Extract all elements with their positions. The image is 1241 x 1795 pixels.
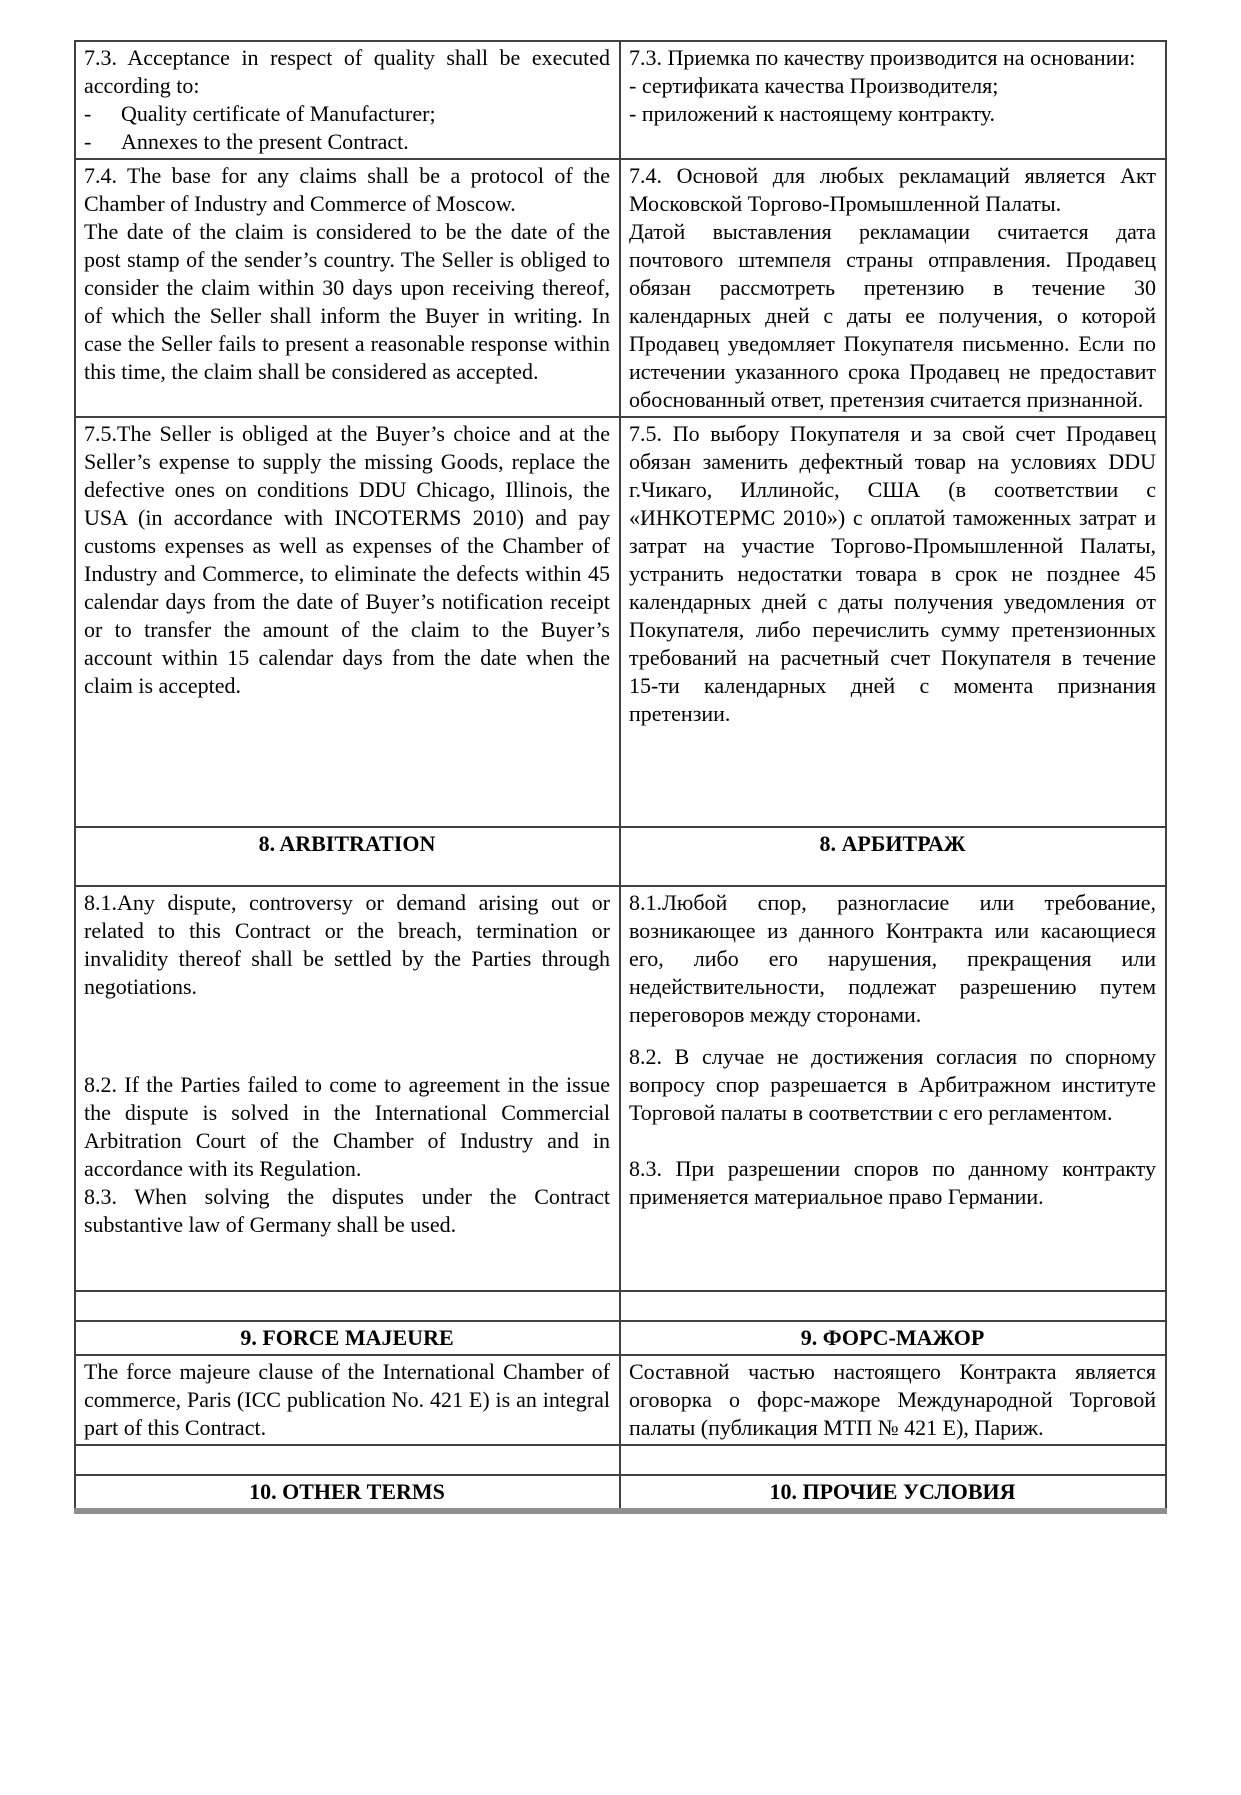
cell-7-5-ru <box>620 417 1166 827</box>
clause-8-3-ru: 8.3. При разрешении споров по данному контракту применяется материальное право Германии. <box>629 1156 1156 1209</box>
list-item-text: Quality certificate of Manufacturer; <box>121 101 436 126</box>
clause-8-1-ru: 8.1.Любой спор, разногласие или требование, возникающее из данного Контракта или касающиеся его, либо его нарушения, прекращения или недействительности, подлежат разрешению путем переговоров между сторонами. <box>629 890 1156 1027</box>
clause-8-2-en: 8.2. If the Parties failed to come to agreement in the issue the dispute is solved in the International Commercial Arbitration Court of the Chamber of Industry and in accordance with its Regulation. <box>84 1072 610 1181</box>
clause-8-2-ru: 8.2. В случае не достижения согласия по спорному вопросу спор разрешается в Арбитражном институте Торговой палаты в соответствии с его регламентом. <box>629 1044 1156 1125</box>
clause-9-en-paragraph: The force majeure clause of the International Chamber of commerce, Paris (ICC publication No. 421 E) is an integral part of this Contract. <box>84 1359 610 1440</box>
clause-7-4-en-paragraph: 7.4. The base for any claims shall be a protocol of the Chamber of Industry and Commerce of Moscow. <box>84 163 610 216</box>
clause-7-3-ru-list-item: - сертификата качества Производителя; <box>629 73 999 98</box>
spacer-cell <box>75 1445 620 1475</box>
list-dash: - <box>84 101 92 126</box>
clause-8-3-en: 8.3. When solving the disputes under the Contract substantive law of Germany shall be used. <box>84 1184 610 1237</box>
row-clause-7-5 <box>75 417 1166 827</box>
clause-7-5-ru-paragraph: 7.5. По выбору Покупателя и за свой счет Продавец обязан заменить дефектный товар на условиях DDU г.Чикаго, Иллинойс, США (в соответствии с «ИНКОТЕРМС 2010») с оплатой таможенных затрат и затрат на участие Торгово-Промышленной Палаты, устранить недостатки товара в срок не позднее 45 календарных дней с даты получения уведомления от Покупателя, либо перечислить сумму претензионных требований на расчетный счет Покупателя в течение 15-ти календарных дней с момента признания претензии. <box>629 421 1156 726</box>
row-heading-force-majeure <box>75 1321 1166 1355</box>
list-item-text: Annexes to the present Contract. <box>121 129 409 154</box>
cell-7-3-en <box>75 41 620 159</box>
cell-8-en <box>75 886 620 1291</box>
row-spacer <box>75 1445 1166 1475</box>
row-clause-7-4 <box>75 159 1166 417</box>
clause-7-3-ru-intro: 7.3. Приемка по качеству производится на основании: <box>629 45 1136 70</box>
heading-arbitration-ru <box>620 827 1166 886</box>
cell-9-en <box>75 1355 620 1445</box>
cell-7-4-en <box>75 159 620 417</box>
clause-7-3-ru-list-item: - приложений к настоящему контракту. <box>629 101 995 126</box>
clause-7-5-en-paragraph: 7.5.The Seller is obliged at the Buyer’s choice and at the Seller’s expense to supply the missing Goods, replace the defective ones on conditions DDU Chicago, Illinois, the USA (in accordance with INCOTERMS 2010) and pay customs expenses as well as expenses of the Chamber of Industry and Commerce, to eliminate the defects within 45 calendar days from the date of Buyer’s notification receipt or to transfer the amount of the claim to the Buyer’s account within 15 calendar days from the date when the claim is accepted. <box>84 421 610 698</box>
clause-9-ru-paragraph: Составной частью настоящего Контракта является оговорка о форс-мажоре Международной Торговой палаты (публикация МТП № 421 Е), Париж. <box>629 1359 1156 1440</box>
spacer-cell <box>620 1445 1166 1475</box>
bilingual-contract-table <box>74 40 1167 1514</box>
section-heading: 8. ARBITRATION <box>258 831 436 856</box>
heading-other-terms-ru <box>620 1475 1166 1511</box>
section-heading: 10. OTHER TERMS <box>249 1479 445 1504</box>
heading-force-majeure-en <box>75 1321 620 1355</box>
clause-7-4-ru-paragraph: 7.4. Основой для любых рекламаций является Акт Московской Торгово-Промышленной Палаты. <box>629 163 1156 216</box>
section-heading: 9. FORCE MAJEURE <box>240 1325 454 1350</box>
row-heading-other-terms <box>75 1475 1166 1511</box>
section-heading: 10. ПРОЧИЕ УСЛОВИЯ <box>769 1479 1016 1504</box>
cell-7-5-en <box>75 417 620 827</box>
heading-arbitration-en <box>75 827 620 886</box>
clause-7-3-en-list-item <box>84 100 610 128</box>
section-heading: 8. АРБИТРАЖ <box>819 831 966 856</box>
section-heading: 9. ФОРС-МАЖОР <box>800 1325 985 1350</box>
cell-8-ru <box>620 886 1166 1291</box>
clause-7-4-en-paragraph: The date of the claim is considered to be the date of the post stamp of the sender’s country. The Seller is obliged to consider the claim within 30 days upon receiving thereof, of which the Seller shall inform the Buyer in writing. In case the Seller fails to present a reasonable response within this time, the claim shall be considered as accepted. <box>84 219 610 384</box>
row-clause-7-3 <box>75 41 1166 159</box>
cell-7-3-ru <box>620 41 1166 159</box>
clause-8-1-en: 8.1.Any dispute, controversy or demand arising out or related to this Contract or the breach, termination or invalidity thereof shall be settled by the Parties through negotiations. <box>84 890 610 999</box>
spacer-cell <box>620 1291 1166 1321</box>
heading-other-terms-en <box>75 1475 620 1511</box>
clause-7-4-ru-paragraph: Датой выставления рекламации считается дата почтового штемпеля страны отправления. Продавец обязан рассмотреть претензию в течение 30 календарных дней с даты ее получения, о которой Продавец уведомляет Покупателя письменно. Если по истечении указанного срока Продавец не предоставит обоснованный ответ, претензия считается признанной. <box>629 219 1156 412</box>
row-clause-9 <box>75 1355 1166 1445</box>
cell-7-4-ru <box>620 159 1166 417</box>
clause-7-3-en-intro: 7.3. Acceptance in respect of quality shall be executed according to: <box>84 45 610 98</box>
clause-7-3-en-list-item <box>84 128 610 156</box>
spacer-cell <box>75 1291 620 1321</box>
row-clauses-8 <box>75 886 1166 1291</box>
heading-force-majeure-ru <box>620 1321 1166 1355</box>
cell-9-ru <box>620 1355 1166 1445</box>
row-spacer <box>75 1291 1166 1321</box>
list-dash: - <box>84 129 92 154</box>
row-heading-arbitration <box>75 827 1166 886</box>
